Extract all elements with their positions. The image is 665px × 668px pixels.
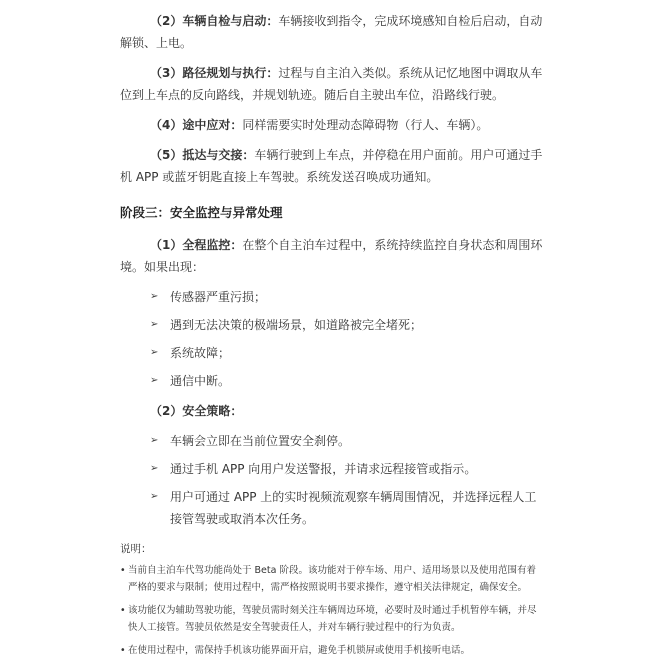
list-item: ➢ 车辆会立即在当前位置安全刹停。 (150, 430, 543, 452)
list-item: ➢ 遇到无法决策的极端场景，如道路被完全堵死； (150, 314, 543, 336)
steps-top (120, 10, 543, 188)
notes-title: 说明： (120, 543, 152, 555)
stage3-title: 阶段三：安全监控与异常处理 (120, 205, 283, 220)
step-5-label: （5）抵达与交接： (150, 148, 255, 162)
list-item: ➢ 传感器严重污损； (150, 286, 543, 308)
step-2-text: 车辆接收到指令，完成环境感知自检后启动，自动解锁、上电。 (120, 14, 543, 50)
step-5-text: 车辆行驶到上车点，并停稳在用户面前。用户可通过手机 APP 或蓝牙钥匙直接上车驾驶。系统发送召唤成功通知。 (120, 148, 543, 184)
strategy-label: （2）安全策略： (150, 404, 243, 418)
list-item: ➢ 通过手机 APP 向用户发送警报，并请求远程接管或指示。 (150, 458, 543, 480)
step-5 (120, 144, 543, 188)
list-item: ➢ 通信中断。 (150, 370, 543, 392)
arrow-bullet-icon: ➢ (150, 491, 159, 502)
step-4 (120, 114, 543, 136)
step-4-label: （4）途中应对： (150, 118, 243, 132)
arrow-bullet-icon: ➢ (150, 435, 159, 446)
arrow-bullet-icon: ➢ (150, 347, 159, 358)
step-3-label: （3）路径规划与执行： (150, 66, 279, 80)
monitor-paragraph (120, 234, 543, 278)
dot-bullet-icon: • (120, 605, 126, 616)
list-item: ➢ 用户可通过 APP 上的实时视频流观察车辆周围情况，并选择远程人工接管驾驶或取消本次任务。 (150, 486, 543, 530)
arrow-bullet-icon: ➢ (150, 463, 159, 474)
dot-bullet-icon: • (120, 565, 126, 576)
note-item: • 当前自主泊车代驾功能尚处于 Beta 阶段。该功能对于停车场、用户、适用场景以及使用范围有着严格的要求与限制；使用过程中，需严格按照说明书要求操作，遵守相关法律规定，确保安全。 (120, 562, 543, 596)
monitor-text: 在整个自主泊车过程中，系统持续监控自身状态和周围环境。如果出现： (120, 238, 543, 274)
arrow-bullet-icon: ➢ (150, 319, 159, 330)
arrow-bullet-icon: ➢ (150, 291, 159, 302)
strategy-list (150, 430, 543, 530)
step-3 (120, 62, 543, 106)
step-2-label: （2）车辆自检与启动： (150, 14, 279, 28)
list-item: ➢ 系统故障； (150, 342, 543, 364)
strategy-heading (150, 400, 543, 422)
step-2 (120, 10, 543, 54)
step-3-text: 过程与自主泊入类似。系统从记忆地图中调取从车位到上车点的反向路线，并规划轨迹。随后自主驶出车位，沿路线行驶。 (120, 66, 543, 102)
note-item: • 在使用过程中，需保持手机该功能界面开启，避免手机锁屏或使用手机接听电话。 (120, 642, 543, 659)
arrow-bullet-icon: ➢ (150, 375, 159, 386)
monitor-label: （1）全程监控： (150, 238, 243, 252)
dot-bullet-icon: • (120, 645, 126, 656)
step-4-text: 同样需要实时处理动态障碍物（行人、车辆）。 (242, 118, 489, 132)
monitor-list (150, 286, 543, 392)
note-item: • 该功能仅为辅助驾驶功能，驾驶员需时刻关注车辆周边环境，必要时及时通过手机暂停车辆，并尽快人工接管。驾驶员依然是安全驾驶责任人，并对车辆行驶过程中的行为负责。 (120, 602, 543, 636)
notes-section (120, 540, 543, 659)
